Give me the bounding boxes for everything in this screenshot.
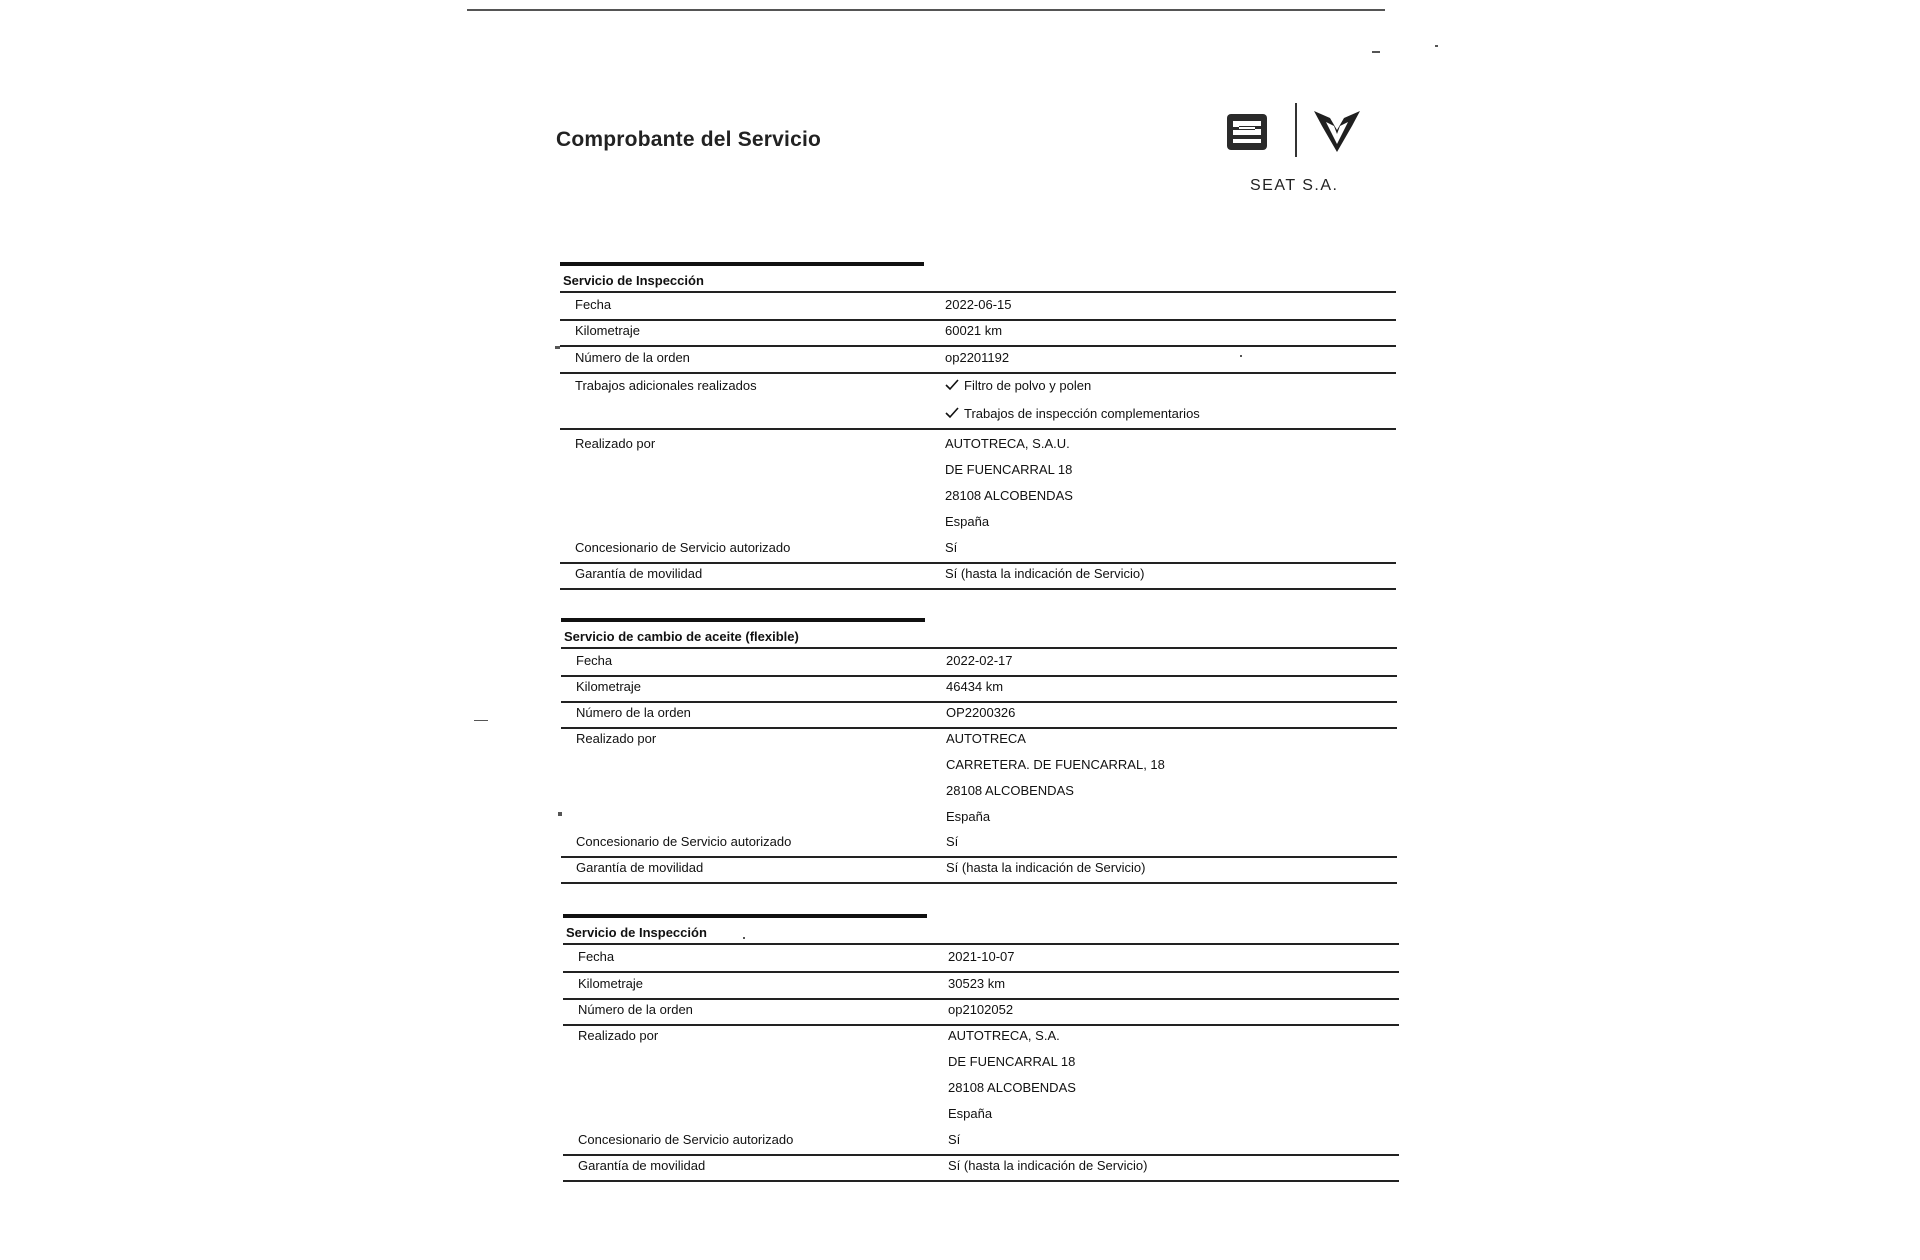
address-line: AUTOTRECA: [946, 731, 1026, 746]
brand-caption: SEAT S.A.: [1250, 177, 1339, 194]
scan-speck: [1372, 51, 1380, 53]
section-header-rule: [561, 647, 1397, 649]
address-line: 28108 ALCOBENDAS: [948, 1080, 1076, 1095]
inspection-section-1: [560, 262, 1396, 592]
inspection-section-2: [563, 914, 1399, 1184]
row-rule: [563, 1024, 1399, 1026]
row-rule: [563, 971, 1399, 973]
row-value: OP2200326: [946, 705, 1016, 720]
top-scan-rule: [467, 9, 1385, 11]
scan-speck: [1435, 45, 1438, 47]
address-line: AUTOTRECA, S.A.: [948, 1028, 1060, 1043]
cupra-logo-icon: [1312, 108, 1362, 154]
address-line: España: [948, 1106, 993, 1121]
row-value: Sí: [945, 540, 958, 555]
checkmark-icon: [945, 379, 959, 391]
section-header-rule: [563, 943, 1399, 945]
row-value: 46434 km: [946, 679, 1004, 694]
row-rule: [561, 882, 1397, 884]
seat-logo-icon: [1227, 114, 1267, 150]
row-rule: [563, 1154, 1399, 1156]
scan-speck: [743, 937, 745, 939]
row-rule: [561, 727, 1397, 729]
row-label: Kilometraje: [576, 679, 642, 694]
row-rule: [561, 856, 1397, 858]
work-item: [945, 378, 1091, 393]
checkmark-icon: [945, 407, 959, 419]
row-label: Garantía de movilidad: [575, 566, 703, 581]
row-label: Número de la orden: [576, 705, 691, 720]
address-line: 28108 ALCOBENDAS: [946, 783, 1074, 798]
row-label: Realizado por: [578, 1028, 659, 1043]
row-value: Sí: [946, 834, 959, 849]
row-label: Fecha: [576, 653, 613, 668]
row-rule: [563, 998, 1399, 1000]
row-label: Concesionario de Servicio autorizado: [576, 834, 792, 849]
section-title: Servicio de Inspección: [563, 273, 704, 288]
row-rule: [561, 675, 1397, 677]
row-value: Sí (hasta la indicación de Servicio): [948, 1158, 1148, 1173]
scan-speck: [1240, 355, 1242, 357]
section-header-bar: [561, 618, 925, 622]
address-line: DE FUENCARRAL 18: [945, 462, 1073, 477]
work-item-label: Trabajos de inspección complementarios: [964, 406, 1200, 421]
row-rule: [560, 588, 1396, 590]
address-line: AUTOTRECA, S.A.U.: [945, 436, 1070, 451]
page-title: Comprobante del Servicio: [556, 128, 822, 151]
row-label: Número de la orden: [575, 350, 690, 365]
row-rule: [560, 319, 1396, 321]
row-label: Garantía de movilidad: [576, 860, 704, 875]
scan-speck: [558, 812, 562, 816]
row-value: 2022-02-17: [946, 653, 1013, 668]
row-label: Fecha: [578, 949, 615, 964]
section-title: Servicio de Inspección: [566, 925, 707, 940]
brand-logo-block: [1227, 100, 1377, 200]
row-label: Realizado por: [576, 731, 657, 746]
scan-speck: [474, 720, 488, 721]
address-line: España: [946, 809, 991, 824]
section-header-rule: [560, 291, 1396, 293]
row-label: Número de la orden: [578, 1002, 693, 1017]
section-header-bar: [560, 262, 924, 266]
section-title: Servicio de cambio de aceite (flexible): [564, 629, 799, 644]
row-label: Realizado por: [575, 436, 656, 451]
section-header-bar: [563, 914, 927, 918]
row-value: op2201192: [945, 350, 1010, 365]
row-rule: [561, 701, 1397, 703]
row-rule: [560, 562, 1396, 564]
address-line: CARRETERA. DE FUENCARRAL, 18: [946, 757, 1165, 772]
work-item: [945, 406, 1200, 421]
row-label: Trabajos adicionales realizados: [575, 378, 757, 393]
row-rule: [560, 372, 1396, 374]
row-label: Garantía de movilidad: [578, 1158, 706, 1173]
scan-speck: [555, 346, 560, 349]
oil-change-section: [561, 618, 1397, 888]
work-item-label: Filtro de polvo y polen: [964, 378, 1092, 393]
row-value: Sí: [948, 1132, 961, 1147]
row-rule: [560, 428, 1396, 430]
row-value: Sí (hasta la indicación de Servicio): [945, 566, 1145, 581]
logo-divider: [1295, 103, 1297, 157]
row-label: Kilometraje: [575, 323, 641, 338]
row-label: Kilometraje: [578, 976, 644, 991]
row-label: Fecha: [575, 297, 612, 312]
row-value: op2102052: [948, 1002, 1014, 1017]
row-rule: [560, 345, 1396, 347]
row-label: Concesionario de Servicio autorizado: [578, 1132, 794, 1147]
row-value: 2022-06-15: [945, 297, 1012, 312]
row-value: 30523 km: [948, 976, 1006, 991]
row-value: 2021-10-07: [948, 949, 1015, 964]
row-label: Concesionario de Servicio autorizado: [575, 540, 791, 555]
row-value: Sí (hasta la indicación de Servicio): [946, 860, 1146, 875]
row-value: 60021 km: [945, 323, 1003, 338]
address-line: 28108 ALCOBENDAS: [945, 488, 1073, 503]
address-line: España: [945, 514, 990, 529]
address-line: DE FUENCARRAL 18: [948, 1054, 1076, 1069]
row-rule: [563, 1180, 1399, 1182]
